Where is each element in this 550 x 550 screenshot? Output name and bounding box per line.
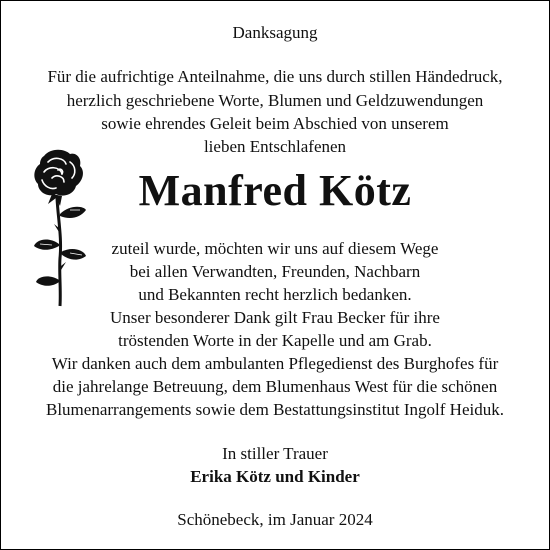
- intro-line-3: sowie ehrendes Geleit beim Abschied von unserem: [101, 114, 449, 133]
- deceased-name: Manfred Kötz: [138, 166, 412, 215]
- body-line-7: die jahrelange Betreuung, dem Blumenhaus West für die schönen: [52, 377, 498, 396]
- body-line-3: und Bekannten recht herzlich bedanken.: [138, 285, 412, 304]
- body-line-6: Wir danken auch dem ambulanten Pflegedienst des Burghofes für: [51, 354, 499, 373]
- body-line-1: zuteil wurde, möchten wir uns auf diesem Wege: [111, 239, 439, 258]
- body-line-2: bei allen Verwandten, Freunden, Nachbarn: [129, 262, 421, 281]
- body-line-5: tröstenden Worte in der Kapelle und am Grab.: [118, 331, 432, 350]
- place-date: Schönebeck, im Januar 2024: [177, 510, 373, 529]
- body-line-4: Unser besonderer Dank gilt Frau Becker für ihre: [110, 308, 440, 327]
- intro-line-1: Für die aufrichtige Anteilnahme, die uns durch stillen Händedruck,: [47, 67, 503, 86]
- body-line-8: Blumenarrangements sowie dem Bestattungsinstitut Ingolf Heiduk.: [46, 400, 504, 419]
- signature: Erika Kötz und Kinder: [190, 467, 360, 486]
- closing-phrase: In stiller Trauer: [222, 444, 328, 463]
- notice-heading: Danksagung: [232, 23, 318, 42]
- intro-line-4: lieben Entschlafenen: [203, 137, 347, 156]
- intro-line-2: herzlich geschriebene Worte, Blumen und Geldzuwendungen: [66, 91, 484, 110]
